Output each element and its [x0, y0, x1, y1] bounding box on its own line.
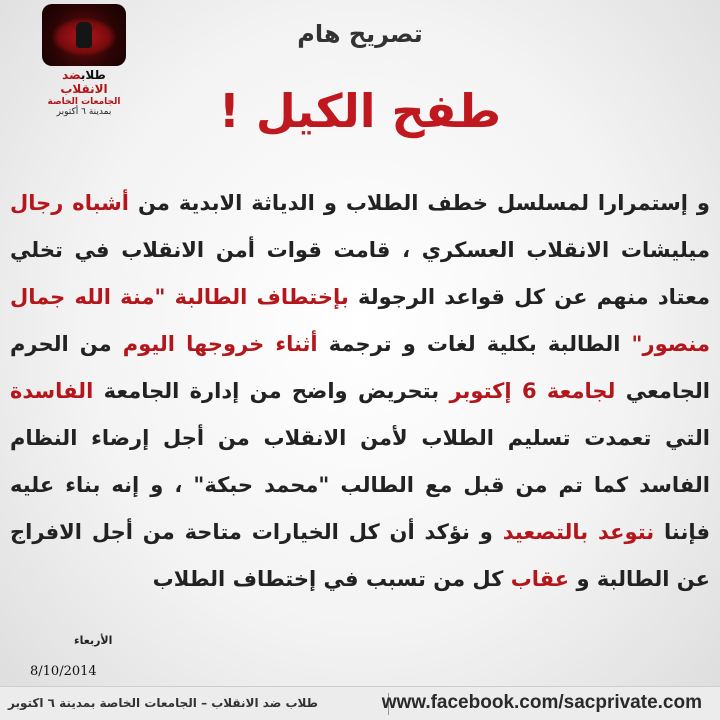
- footer-url-link[interactable]: www.facebook.com/sacprivate.com: [381, 692, 702, 713]
- body-text-segment: بتحريض واضح من إدارة الجامعة: [93, 379, 450, 403]
- highlighted-phrase: بإختطاف الطالبة "منة الله جمال منصور": [10, 285, 711, 356]
- body-text-segment: الطالبة بكلية لغات و ترجمة: [317, 332, 632, 356]
- highlighted-phrase: عقاب: [510, 567, 570, 591]
- logo-title-red: ضد الانقلاب: [60, 68, 108, 96]
- page-title: طفح الكيل !: [218, 84, 502, 138]
- body-text-segment: من الحرم الجامعي: [10, 332, 710, 403]
- logo-location: بمدينة ٦ أكتوبر: [56, 106, 112, 117]
- footer-bar: [0, 686, 720, 720]
- highlighted-phrase: أثناء خروجها اليوم: [122, 332, 318, 356]
- body-text-segment: و نؤكد أن كل الخيارات متاحة من أجل الافراج عن الطالبة و: [10, 520, 710, 591]
- highlighted-phrase: أشباه رجال: [10, 191, 129, 215]
- statement-body: [10, 180, 710, 603]
- footer-org-name: طلاب ضد الانقلاب – الجامعات الخاصة بمدينة ٦ اكتوبر: [8, 696, 318, 710]
- highlighted-phrase: لجامعة 6 إكتوبر: [449, 379, 616, 403]
- day-label: الأربعاء: [74, 634, 113, 647]
- logo-subtitle: الجامعات الخاصة: [47, 96, 121, 107]
- highlighted-phrase: الفاسدة: [10, 379, 94, 403]
- highlighted-phrase: نتوعد بالتصعيد: [502, 520, 655, 544]
- statement-label: تصريح هام: [297, 20, 423, 48]
- body-text-segment: كل من تسبب في إختطاف الطلاب: [152, 567, 511, 591]
- logo-title-black: طلاب: [80, 68, 106, 82]
- date-label: 8/10/2014: [30, 664, 97, 679]
- body-text-segment: التي تعمدت تسليم الطلاب لأمن الانقلاب من أجل إرضاء النظام الفاسد كما تم من قبل مع الطالب "محمد حبكة" ، و إنه بناء عليه فإننا: [10, 426, 711, 544]
- body-text-segment: ميليشات الانقلاب العسكري ، قامت قوات أمن الانقلاب في تخلي معتاد منهم عن كل قواعد الرجولة: [10, 238, 710, 309]
- body-text-segment: و إستمرارا لمسلسل خطف الطلاب و الدياثة الابدية من: [129, 191, 710, 215]
